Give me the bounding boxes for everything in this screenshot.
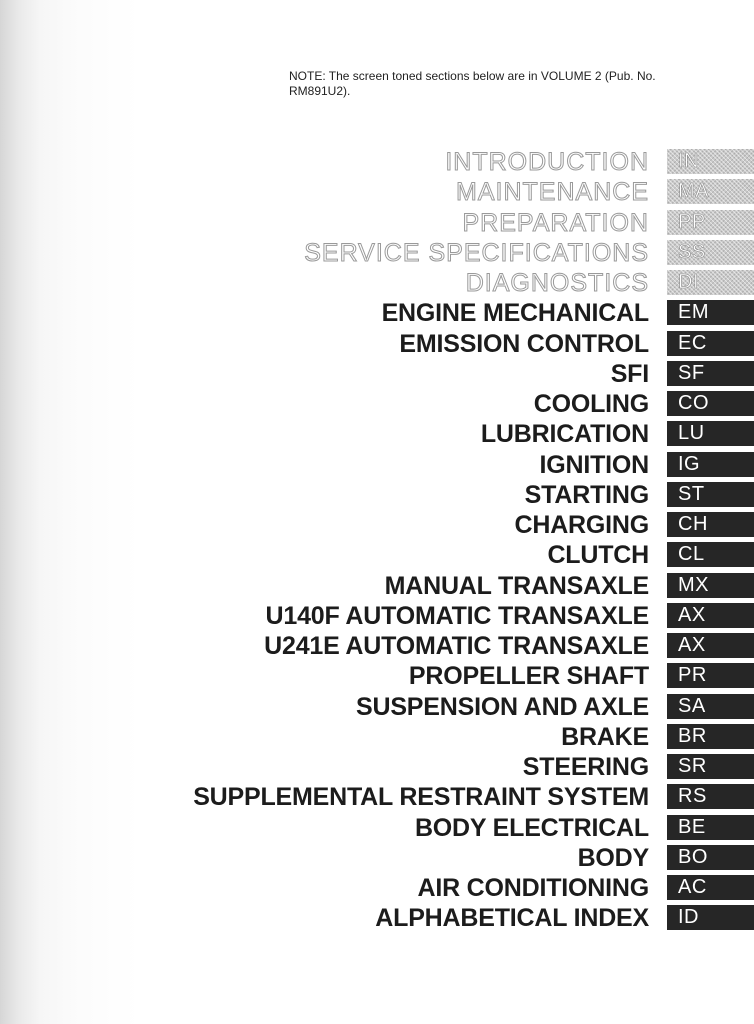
section-title: INTRODUCTION [445,148,649,176]
section-tab[interactable]: IN [667,149,754,174]
section-title: ENGINE MECHANICAL [381,299,649,328]
section-title: SUSPENSION AND AXLE [355,692,649,721]
section-title: CHARGING [514,511,649,539]
section-tab[interactable]: CO [667,391,754,416]
section-title: AIR CONDITIONING [417,874,649,902]
section-row[interactable] [0,842,754,872]
section-tab[interactable]: AC [667,875,754,900]
section-row[interactable] [0,418,754,448]
section-tab[interactable]: SF [667,361,754,386]
section-tab[interactable]: MA [667,179,754,204]
section-title: U241E AUTOMATIC TRANSAXLE [264,632,649,660]
section-tab[interactable]: AX [667,633,754,658]
section-row[interactable] [0,570,754,600]
section-tab[interactable]: RS [667,784,754,809]
section-title: MANUAL TRANSAXLE [384,571,649,600]
section-row[interactable] [0,721,754,751]
section-tab[interactable]: AX [667,603,754,628]
section-row[interactable] [0,509,754,539]
section-row[interactable] [0,902,754,932]
section-tab[interactable]: EC [667,331,754,356]
section-tab[interactable]: SS [667,240,754,265]
section-tab[interactable]: LU [667,421,754,446]
section-title: IGNITION [539,450,649,479]
section-title: EMISSION CONTROL [399,329,649,358]
section-row[interactable] [0,237,754,267]
section-title: BODY [577,843,649,872]
section-title: SERVICE SPECIFICATIONS [304,238,649,267]
section-row[interactable] [0,479,754,509]
section-tab[interactable]: BR [667,724,754,749]
section-title: SFI [610,359,649,388]
section-row[interactable] [0,660,754,690]
section-title: U140F AUTOMATIC TRANSAXLE [265,601,649,630]
section-title: CLUTCH [547,541,649,570]
section-title: COOLING [533,390,649,418]
volume-note: NOTE: The screen toned sections below are in VOLUME 2 (Pub. No. RM891U2). [289,69,656,98]
section-tab[interactable]: MX [667,573,754,598]
section-tab[interactable]: ST [667,482,754,507]
section-row[interactable] [0,751,754,781]
section-row[interactable] [0,781,754,811]
section-title: BODY ELECTRICAL [414,813,649,842]
section-title: STARTING [524,480,649,509]
section-row[interactable] [0,388,754,418]
section-tab[interactable]: PR [667,663,754,688]
section-row[interactable] [0,630,754,660]
section-row[interactable] [0,539,754,569]
section-row[interactable] [0,358,754,388]
section-row[interactable] [0,207,754,237]
section-title: BRAKE [561,722,649,751]
section-row[interactable] [0,812,754,842]
section-title: PREPARATION [462,208,649,237]
section-tab[interactable]: BO [667,845,754,870]
section-row[interactable] [0,267,754,297]
section-tab[interactable]: SA [667,694,754,719]
section-tab[interactable]: IG [667,452,754,477]
section-tab[interactable]: EM [667,300,754,325]
section-tab[interactable]: DI [667,270,754,295]
section-title: STEERING [522,753,649,781]
section-tab[interactable]: ID [667,905,754,930]
section-tab[interactable]: CL [667,542,754,567]
section-row[interactable] [0,328,754,358]
section-row[interactable] [0,176,754,206]
section-tab[interactable]: SR [667,754,754,779]
section-row[interactable] [0,297,754,327]
section-tab[interactable]: PP [667,210,754,235]
section-title: DIAGNOSTICS [465,269,649,297]
section-row[interactable] [0,449,754,479]
section-row[interactable] [0,600,754,630]
section-title: LUBRICATION [480,420,649,449]
section-title: ALPHABETICAL INDEX [375,904,649,933]
section-title: SUPPLEMENTAL RESTRAINT SYSTEM [193,783,649,812]
section-index [0,146,754,933]
section-tab[interactable]: CH [667,512,754,537]
section-title: PROPELLER SHAFT [408,662,649,691]
section-row[interactable] [0,872,754,902]
section-title: MAINTENANCE [456,178,649,207]
section-row[interactable] [0,146,754,176]
section-tab[interactable]: BE [667,815,754,840]
section-row[interactable] [0,691,754,721]
